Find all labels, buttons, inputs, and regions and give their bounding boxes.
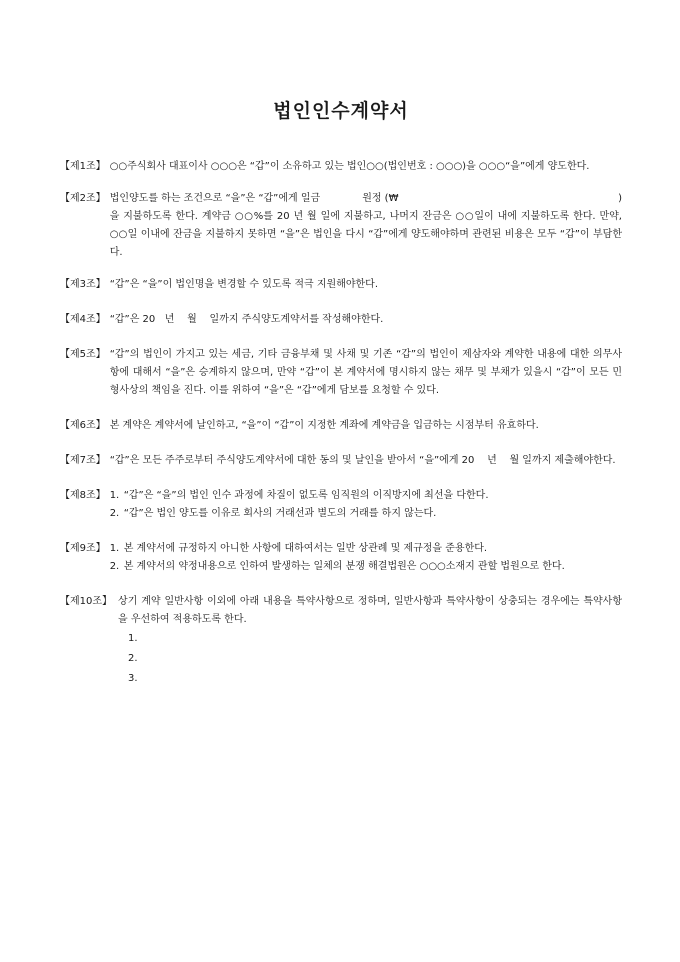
article-5 [60, 346, 622, 400]
article-6-label: 【제6조】 [60, 420, 106, 431]
article-10-label: 【제10조】 [60, 596, 113, 607]
article-2-line1-b: 원정 (₩ [362, 193, 399, 204]
article-9-item-2 [110, 558, 622, 576]
article-2-rest: 을 지불하도록 한다. 계약금 ○○%를 20 년 월 일에 지불하고, 나머지 잔금은 ○○일이 내에 지불하도록 한다. 만약, ○○일 이내에 잔금을 지불하지 못하면 “을”은 법인을 다시 “갑”에게 양도해야하며 관련된 비용은 모두 “갑”이 부담한다. [109, 211, 622, 258]
item-text: “갑”은 “을”의 법인 인수 과정에 차질이 없도록 임직원의 이직방지에 최선을 다한다. [123, 490, 489, 501]
item-text: “갑”은 법인 양도를 이유로 회사의 거래선과 별도의 거래를 하지 않는다. [123, 508, 437, 519]
article-4-text: “갑”은 20 년 월 일까지 주식양도계약서를 작성해야한다. [109, 314, 384, 325]
article-8-label: 【제8조】 [60, 490, 106, 501]
article-9-item-1 [110, 540, 622, 558]
article-2-body [110, 190, 622, 262]
article-10-text: 상기 계약 일반사항 이외에 아래 내용을 특약사항으로 정하며, 일반사항과 특약사항이 상충되는 경우에는 특약사항을 우선하여 적용하도록 한다. [118, 596, 622, 625]
special-term-1-number: 1. [128, 633, 138, 644]
article-2-first-line [110, 190, 622, 208]
article-8 [60, 487, 622, 523]
item-number: 2. [109, 561, 120, 572]
item-text: 본 계약서의 약정내용으로 인하여 발생하는 일체의 분쟁 해결법원은 ○○○소재지 관할 법원으로 한다. [123, 561, 565, 572]
article-6-text: 본 계약은 계약서에 날인하고, “을”이 “갑”이 지정한 계좌에 계약금을 입금하는 시점부터 유효하다. [109, 420, 539, 431]
article-2-label: 【제2조】 [60, 193, 106, 204]
document-title: 법인인수계약서 [273, 100, 409, 122]
article-2-line1-a: 법인양도를 하는 조건으로 “을”은 “갑”에게 일금 [109, 193, 321, 204]
article-3-text: “갑”은 “을”이 법인명을 변경할 수 있도록 적극 지원해야한다. [109, 279, 379, 290]
article-1-text: ○○주식회사 대표이사 ○○○은 “갑”이 소유하고 있는 법인○○(법인번호 : ○○○)을 ○○○“을”에게 양도한다. [109, 161, 590, 172]
article-8-item-2 [110, 505, 622, 523]
article-7-label: 【제7조】 [60, 455, 106, 466]
item-number: 1. [109, 543, 120, 554]
article-7-text: “갑”은 모든 주주로부터 주식양도계약서에 대한 동의 및 날인을 받아서 “을”에게 20 년 월 일까지 제출해야한다. [109, 455, 616, 466]
article-4 [60, 311, 622, 329]
article-4-label: 【제4조】 [60, 314, 106, 325]
special-term-2-number: 2. [128, 653, 138, 664]
article-9-items [110, 540, 622, 576]
amount-blank-number [398, 190, 618, 208]
amount-blank-korean [320, 190, 362, 208]
article-1 [60, 158, 622, 176]
item-number: 1. [109, 490, 120, 501]
article-9 [60, 540, 622, 576]
article-10-body [118, 593, 622, 689]
article-10 [60, 593, 622, 689]
article-1-label: 【제1조】 [60, 161, 106, 172]
article-3-label: 【제3조】 [60, 279, 106, 290]
special-term-3-number: 3. [128, 673, 138, 684]
article-8-item-1 [110, 487, 622, 505]
article-6 [60, 417, 622, 435]
item-number: 2. [109, 508, 120, 519]
article-5-label: 【제5조】 [60, 349, 106, 360]
article-2 [60, 190, 622, 262]
special-terms-list [118, 629, 622, 689]
article-5-text: “갑”의 법인이 가지고 있는 세금, 기타 금융부채 및 사채 및 기존 “갑”의 법인이 제삼자와 계약한 내용에 대한 의무사항에 대해서 “을”은 승계하지 않으며, 만약 “갑”이 본 계약서에 명시하지 않는 채무 및 부채가 있을시 “갑”이 모든 민형사상의 책임을 진다. 이를 위하여 “을”은 “갑”에게 담보를 요청할 수 있다. [109, 349, 622, 396]
article-7 [60, 452, 622, 470]
article-2-line1-c: ) [618, 193, 622, 204]
article-3 [60, 276, 622, 294]
article-8-items [110, 487, 622, 523]
article-9-label: 【제9조】 [60, 543, 106, 554]
item-text: 본 계약서에 규정하지 아니한 사항에 대하여서는 일반 상관례 및 제규정을 준용한다. [123, 543, 488, 554]
